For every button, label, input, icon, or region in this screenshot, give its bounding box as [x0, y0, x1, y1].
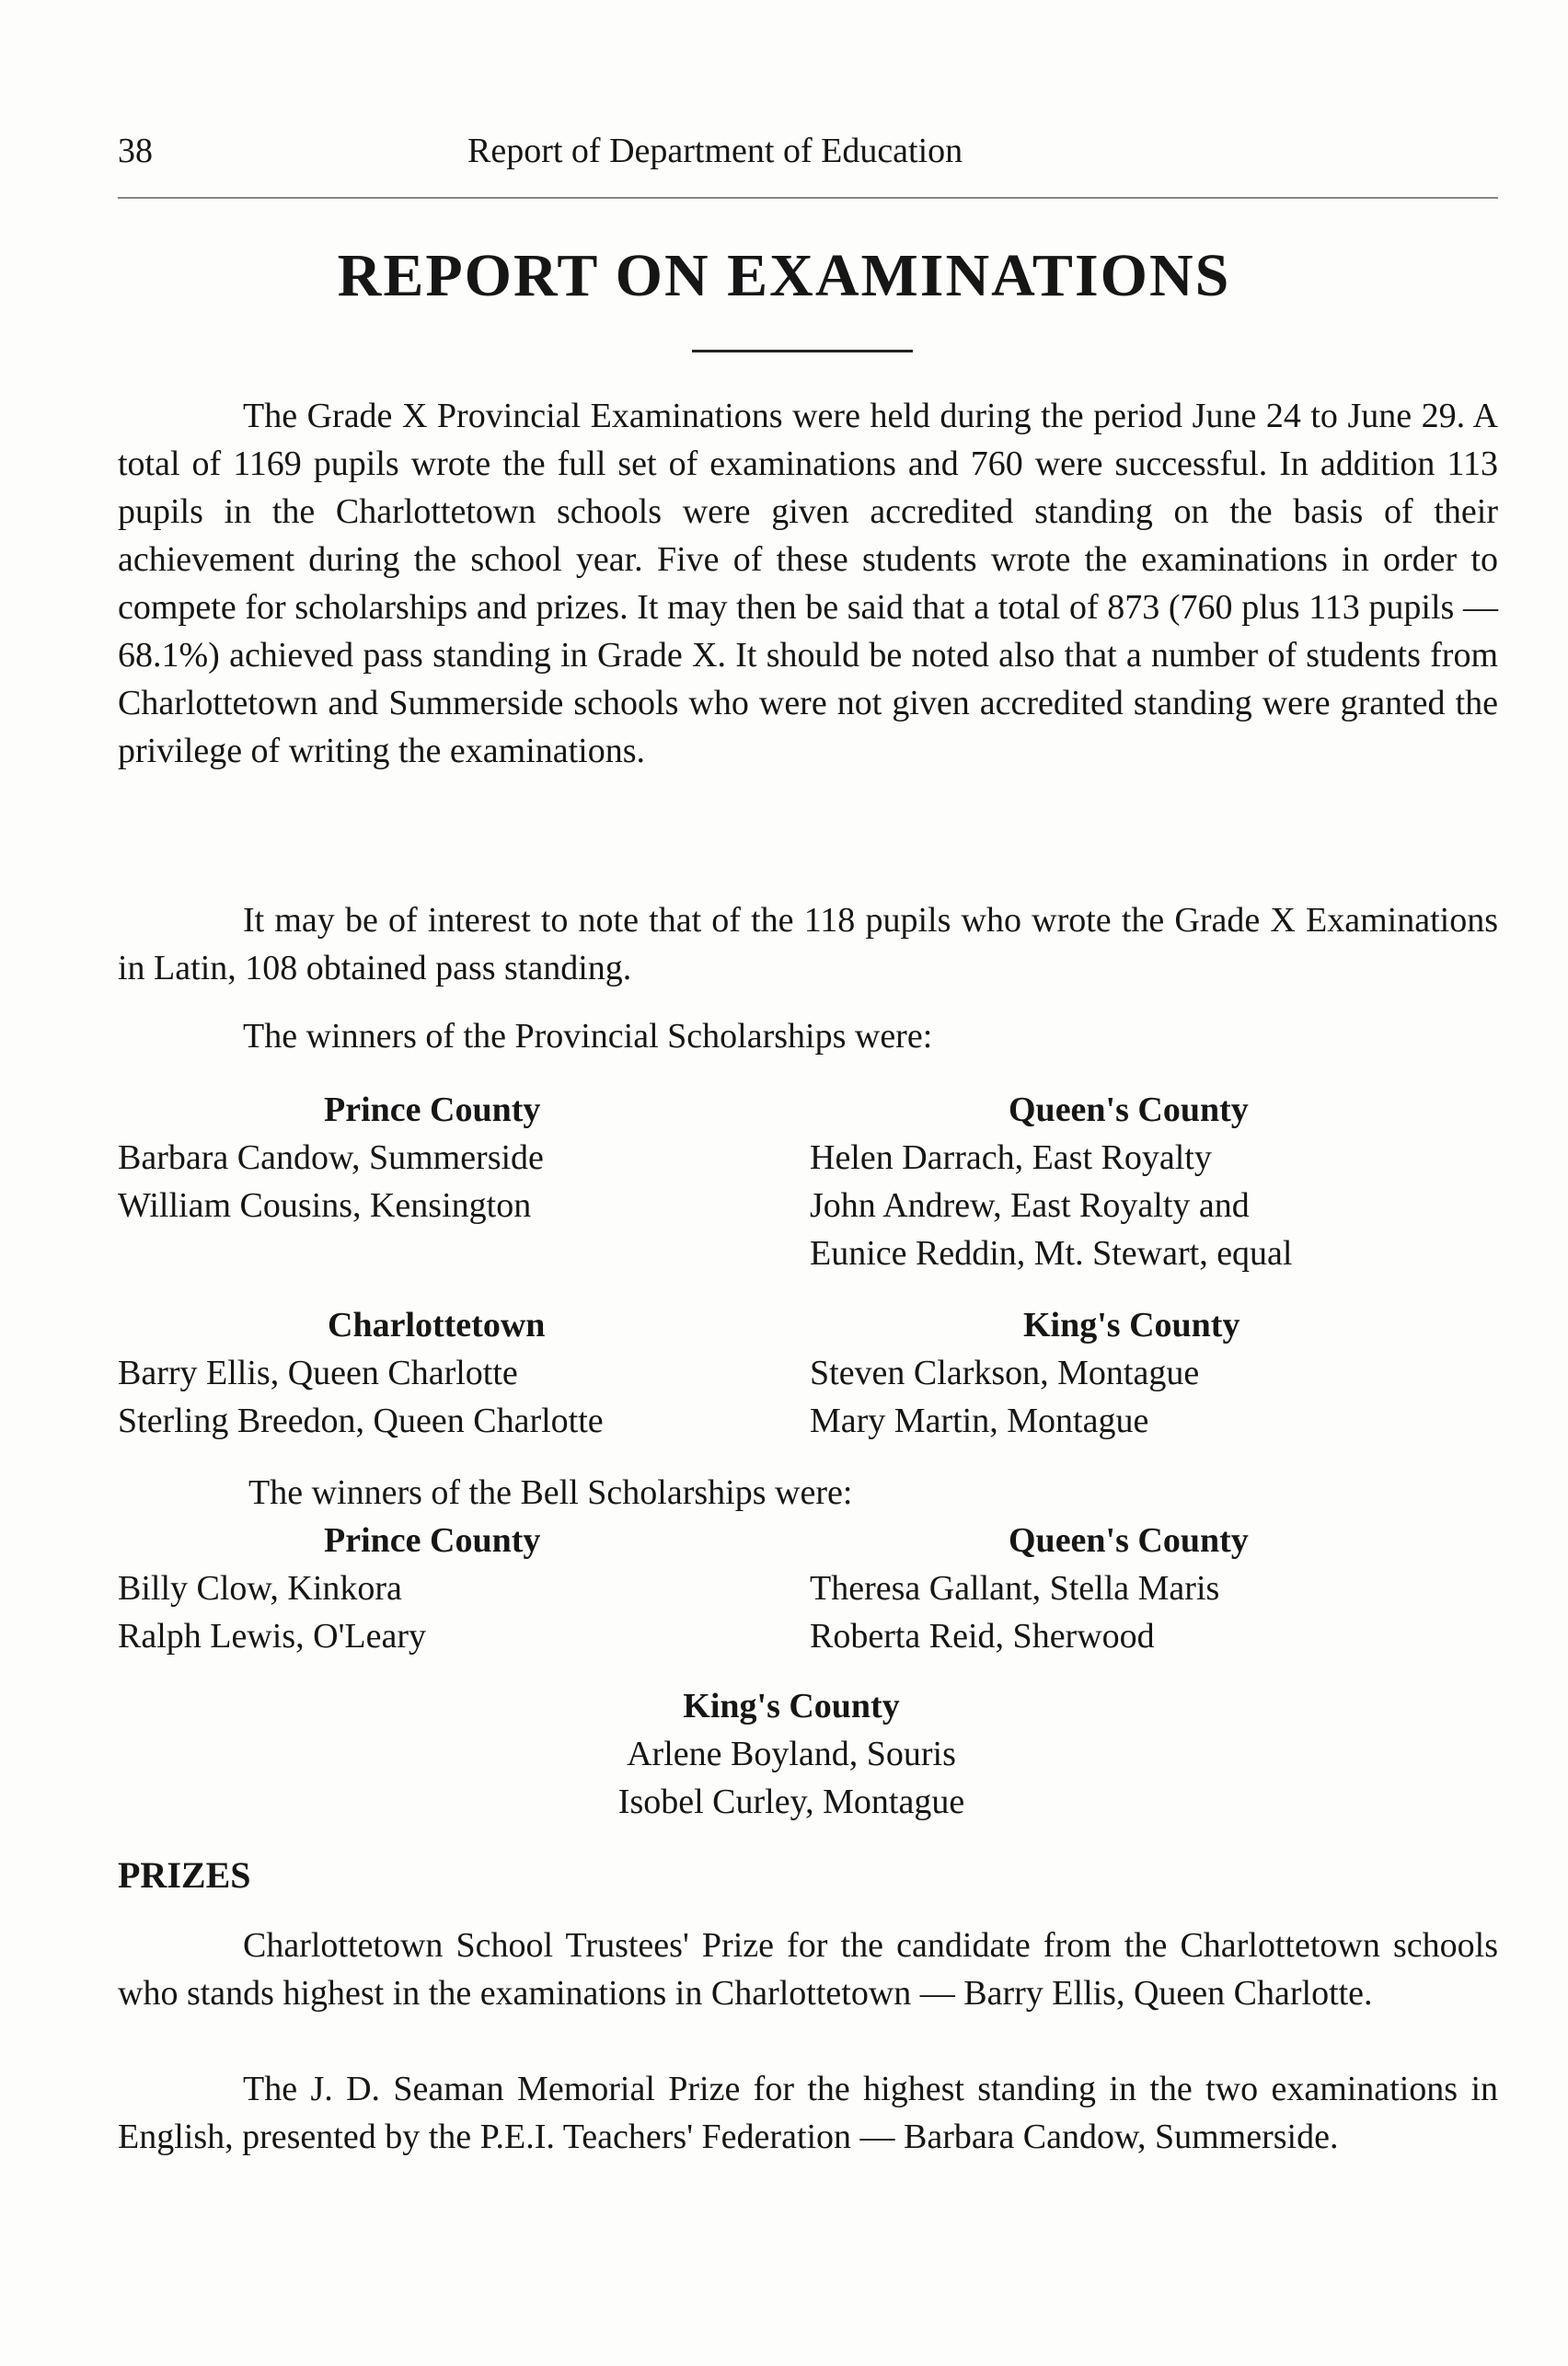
winner-line: Barry Ellis, Queen Charlotte — [118, 1354, 518, 1392]
bell-queens-county — [810, 1517, 1509, 1660]
winner-line: Roberta Reid, Sherwood — [810, 1617, 1155, 1656]
winner-line: Helen Darrach, East Royalty — [810, 1138, 1212, 1177]
prize-seaman-memorial: The J. D. Seaman Memorial Prize for the highest standing in the two examinations in English, presented by the P.E.I. Teachers' Federation — Barbara Candow, Summerside. — [118, 2070, 1498, 2156]
title-divider — [692, 350, 913, 352]
running-title: Report of Department of Education — [467, 132, 963, 170]
provincial-prince-county — [118, 1086, 780, 1229]
section-heading: Queen's County — [1009, 1091, 1249, 1129]
section-heading: King's County — [683, 1687, 900, 1725]
section-heading: Prince County — [324, 1521, 541, 1560]
bell-prince-county — [118, 1517, 780, 1660]
page-title: REPORT ON EXAMINATIONS — [337, 242, 1231, 309]
paragraph-latin-results: It may be of interest to note that of the 118 pupils who wrote the Grade X Examinations in Latin, 108 obtained pass standing. — [118, 901, 1498, 987]
page-number: 38 — [118, 132, 153, 170]
bell-kings-county — [515, 1682, 1067, 1826]
section-heading: King's County — [1023, 1306, 1240, 1345]
winner-line: Mary Martin, Montague — [810, 1402, 1149, 1440]
bell-scholarships-intro: The winners of the Bell Scholarships were: — [248, 1473, 853, 1512]
section-heading: Queen's County — [1009, 1521, 1249, 1560]
section-heading: Charlottetown — [328, 1306, 546, 1345]
paragraph-grade-x-results: The Grade X Provincial Examinations were held during the period June 24 to June 29. A total of 1169 pupils wrote the full set of examinations and 760 were successful. In addition 113 pupils in the Charlottetown schools were given accredited standing on the basis of their achievement during the school year. Five of these students wrote the examinations in order to compete for scholarships and prizes. It may then be said that a total of 873 (760 plus 113 pupils — 68.1%) achieved pass standing in Grade X. It should be noted also that a number of students from Charlottetown and Summerside schools who were not given accredited standing were granted the privilege of writing the examinations. — [118, 397, 1498, 770]
provincial-queens-county — [810, 1086, 1509, 1277]
winner-line: Theresa Gallant, Stella Maris — [810, 1569, 1220, 1608]
winner-line: Steven Clarkson, Montague — [810, 1354, 1200, 1392]
winner-line: Ralph Lewis, O'Leary — [118, 1617, 427, 1656]
prizes-heading: PRIZES — [118, 1854, 251, 1896]
provincial-kings-county — [810, 1301, 1509, 1445]
winner-line: Isobel Curley, Montague — [617, 1783, 965, 1821]
provincial-scholarships-intro: The winners of the Provincial Scholarships were: — [243, 1017, 933, 1056]
winner-line: Arlene Boyland, Souris — [627, 1735, 956, 1773]
winner-line: John Andrew, East Royalty and — [810, 1186, 1250, 1225]
section-heading: Prince County — [324, 1091, 541, 1129]
winner-line: William Cousins, Kensington — [118, 1186, 532, 1225]
winner-line: Eunice Reddin, Mt. Stewart, equal — [810, 1234, 1293, 1273]
header-divider — [118, 197, 1498, 199]
prize-trustees: Charlottetown School Trustees' Prize for the candidate from the Charlottetown schools who stands highest in the examinations in Charlottetown — Barry Ellis, Queen Charlotte. — [118, 1926, 1498, 2013]
winner-line: Billy Clow, Kinkora — [118, 1569, 402, 1608]
winner-line: Sterling Breedon, Queen Charlotte — [118, 1402, 604, 1440]
provincial-charlottetown — [118, 1301, 780, 1445]
winner-line: Barbara Candow, Summerside — [118, 1138, 544, 1177]
